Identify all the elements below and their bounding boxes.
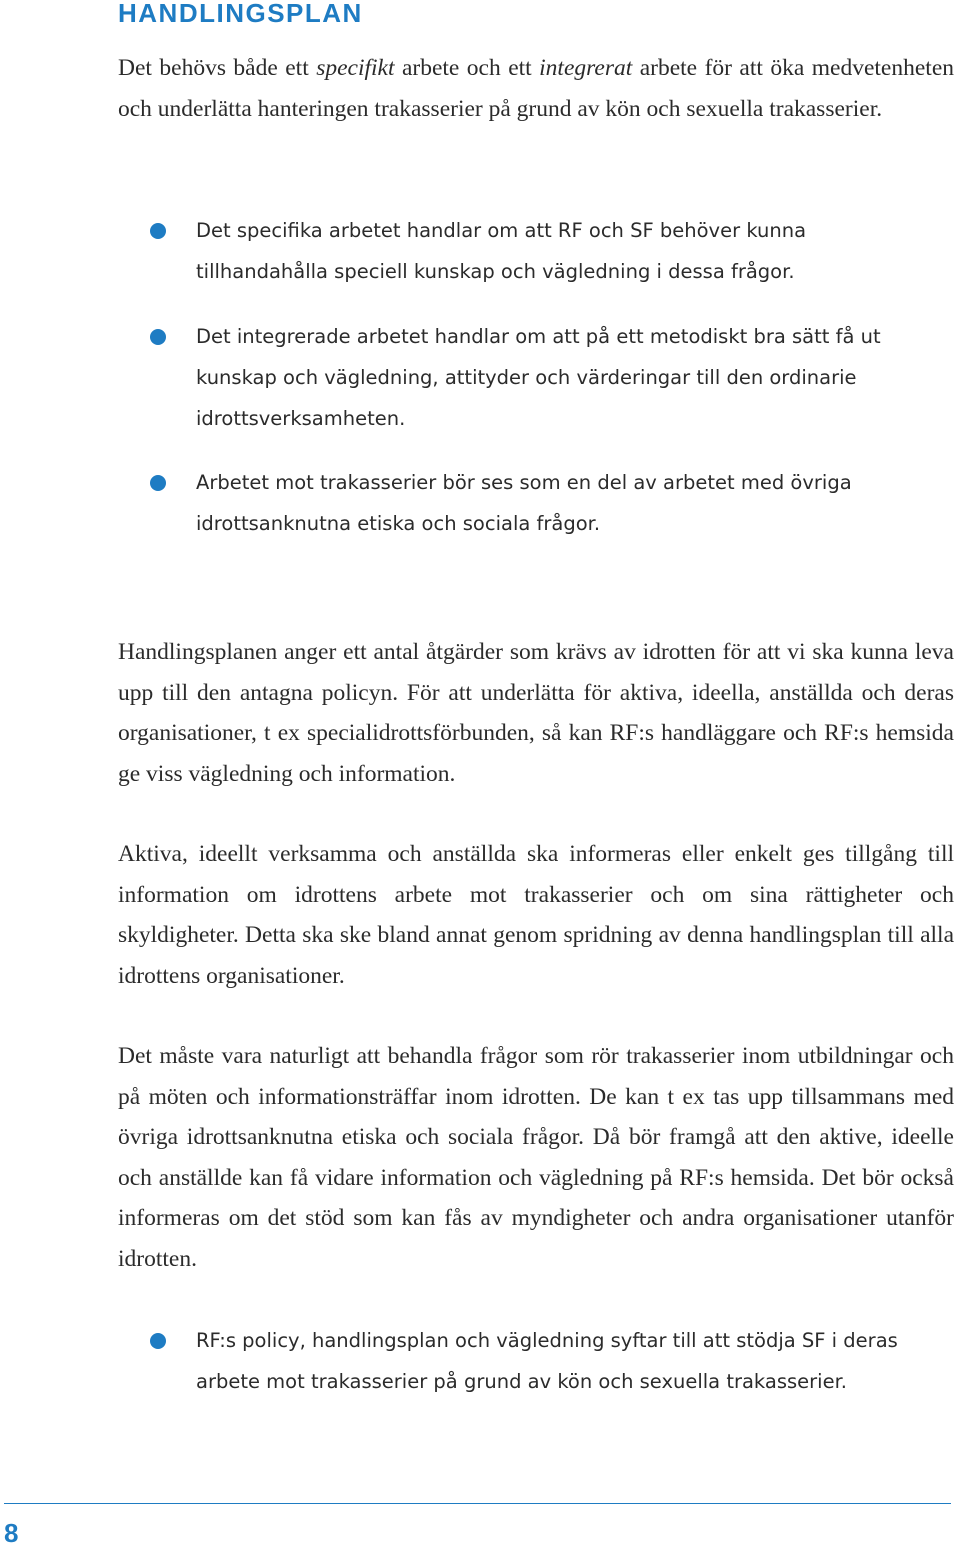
bullet-text: RF:s policy, handlingsplan och vägledning syftar till att stödja SF i deras arbete mot trakasserier på grund av kön och sexuella trakasserier. xyxy=(196,1329,898,1393)
intro-emphasis-integrerat: integrerat xyxy=(539,55,633,81)
paragraph-aktiva: Aktiva, ideellt verksamma och anställda ska informeras eller enkelt ges tillgång till information om idrottens arbete mot trakasserier och om sina rättigheter och skyldigheter. Detta ska ske bland annat genom spridning av denna handlingsplan till alla idrottens organisationer. xyxy=(118,841,954,989)
bullet-text: Det specifika arbetet handlar om att RF och SF behöver kunna tillhandahålla speciell kunskap och vägledning i dessa frågor. xyxy=(196,219,807,283)
intro-text-3: arbete för att öka medvetenheten och underlätta hanteringen trakasserier på grund av kön och sexuella trakasserier. xyxy=(118,55,954,122)
bullet-dot-icon xyxy=(150,223,166,239)
page-number: 8 xyxy=(4,1518,19,1548)
intro-text-2: arbete och ett xyxy=(394,55,540,81)
bullet-item-harassment-work xyxy=(150,462,910,544)
bullet-dot-icon xyxy=(150,1333,166,1349)
bullet-item-integrated xyxy=(150,316,910,439)
bullet-item-specific xyxy=(150,210,910,292)
intro-text-1: Det behövs både ett xyxy=(118,55,317,81)
intro-emphasis-specifikt: specifikt xyxy=(316,55,395,81)
bullet-text: Arbetet mot trakasserier bör ses som en del av arbetet med övriga idrottsanknutna etiska och sociala frågor. xyxy=(196,471,852,535)
footer-rule xyxy=(4,1503,951,1504)
paragraph-handlingsplanen: Handlingsplanen anger ett antal åtgärder som krävs av idrotten för att vi ska kunna leva upp till den antagna policyn. För att underlätta för aktiva, ideella, anställda och deras organisationer, t ex specialidrottsförbunden, så kan RF:s handläggare och RF:s hemsida ge viss vägledning och information. xyxy=(118,639,954,787)
section-heading: HANDLINGSPLAN xyxy=(118,0,363,28)
bullet-item-rf-policy xyxy=(150,1320,910,1402)
bullet-text: Det integrerade arbetet handlar om att på ett metodiskt bra sätt få ut kunskap och vägledning, attityder och värderingar till den ordinarie idrottsverksamheten. xyxy=(196,325,881,430)
bullet-dot-icon xyxy=(150,475,166,491)
intro-paragraph xyxy=(118,48,954,129)
paragraph-det-maste: Det måste vara naturligt att behandla frågor som rör trakasserier inom utbildningar och på möten och informationsträffar inom idrotten. De kan t ex tas upp tillsammans med övriga idrottsanknutna etiska och sociala frågor. Då bör framgå att den aktive, ideelle och anställde kan få vidare information och vägledning på RF:s hemsida. Det bör också informeras om det stöd som kan fås av myndigheter och andra organisationer utanför idrotten. xyxy=(118,1043,954,1272)
bullet-dot-icon xyxy=(150,329,166,345)
